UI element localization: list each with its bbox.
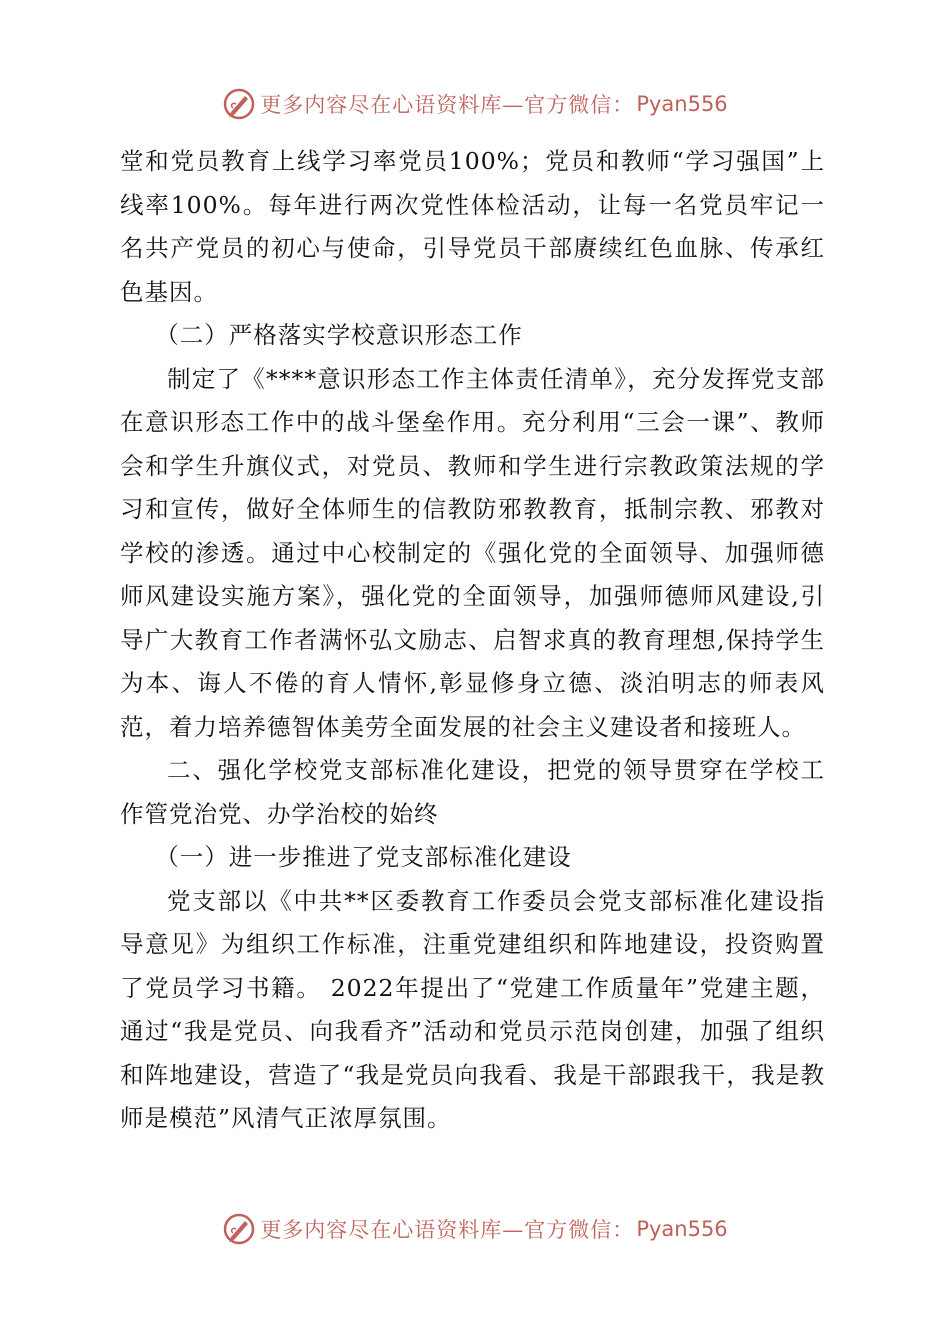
header-watermark xyxy=(0,84,950,124)
subsection-heading-branch: （一）进一步推进了党支部标准化建设 xyxy=(155,843,572,871)
watermark-wechat-id: Pyan556 xyxy=(636,1217,728,1241)
watermark-text: 更多内容尽在心语资料库—官方微信： xyxy=(260,93,635,117)
footer-watermark xyxy=(0,1209,950,1249)
pen-logo-icon xyxy=(222,1212,256,1246)
watermark-text: 更多内容尽在心语资料库—官方微信： xyxy=(260,1218,635,1242)
section-heading-standardization: 二、强化学校党支部标准化建设，把党的领导贯穿在学校工作管党治党、办学治校的始终 xyxy=(120,756,825,828)
paragraph-continuation: 堂和党员教育上线学习率党员100%；党员和教师“学习强国”上线率100%。每年进行两次党性体检活动，让每一名党员牢记一名共产党员的初心与使命，引导党员干部赓续红色血脉、传承红色基因。 xyxy=(120,147,825,306)
paragraph-branch: 党支部以《中共**区委教育工作委员会党支部标准化建设指导意见》为组织工作标准，注重党建组织和阵地建设，投资购置了党员学习书籍。 2022年提出了“党建工作质量年”党建主题，通过“我是党员、向我看齐”活动和党员示范岗创建，加强了组织和阵地建设，营造了“我是党员向我看、我是干部跟我干，我是教师是模范”风清气正浓厚氛围。 xyxy=(120,886,825,1132)
document-body xyxy=(120,140,825,1141)
pen-logo-icon xyxy=(222,87,256,121)
watermark-wechat-id: Pyan556 xyxy=(636,92,728,116)
section-heading-ideology: （二）严格落实学校意识形态工作 xyxy=(155,321,523,349)
paragraph-ideology: 制定了《****意识形态工作主体责任清单》，充分发挥党支部在意识形态工作中的战斗堡垒作用。充分利用“三会一课”、教师会和学生升旗仪式，对党员、教师和学生进行宗教政策法规的学习和宣传，做好全体师生的信教防邪教教育，抵制宗教、邪教对学校的渗透。通过中心校制定的《强化党的全面领导、加强师德师风建设实施方案》，强化党的全面领导，加强师德师风建设,引导广大教育工作者满怀弘文励志、启智求真的教育理想,保持学生为本、诲人不倦的育人情怀,彰显修身立德、淡泊明志的师表风范，着力培养德智体美劳全面发展的社会主义建设者和接班人。 xyxy=(120,364,825,741)
